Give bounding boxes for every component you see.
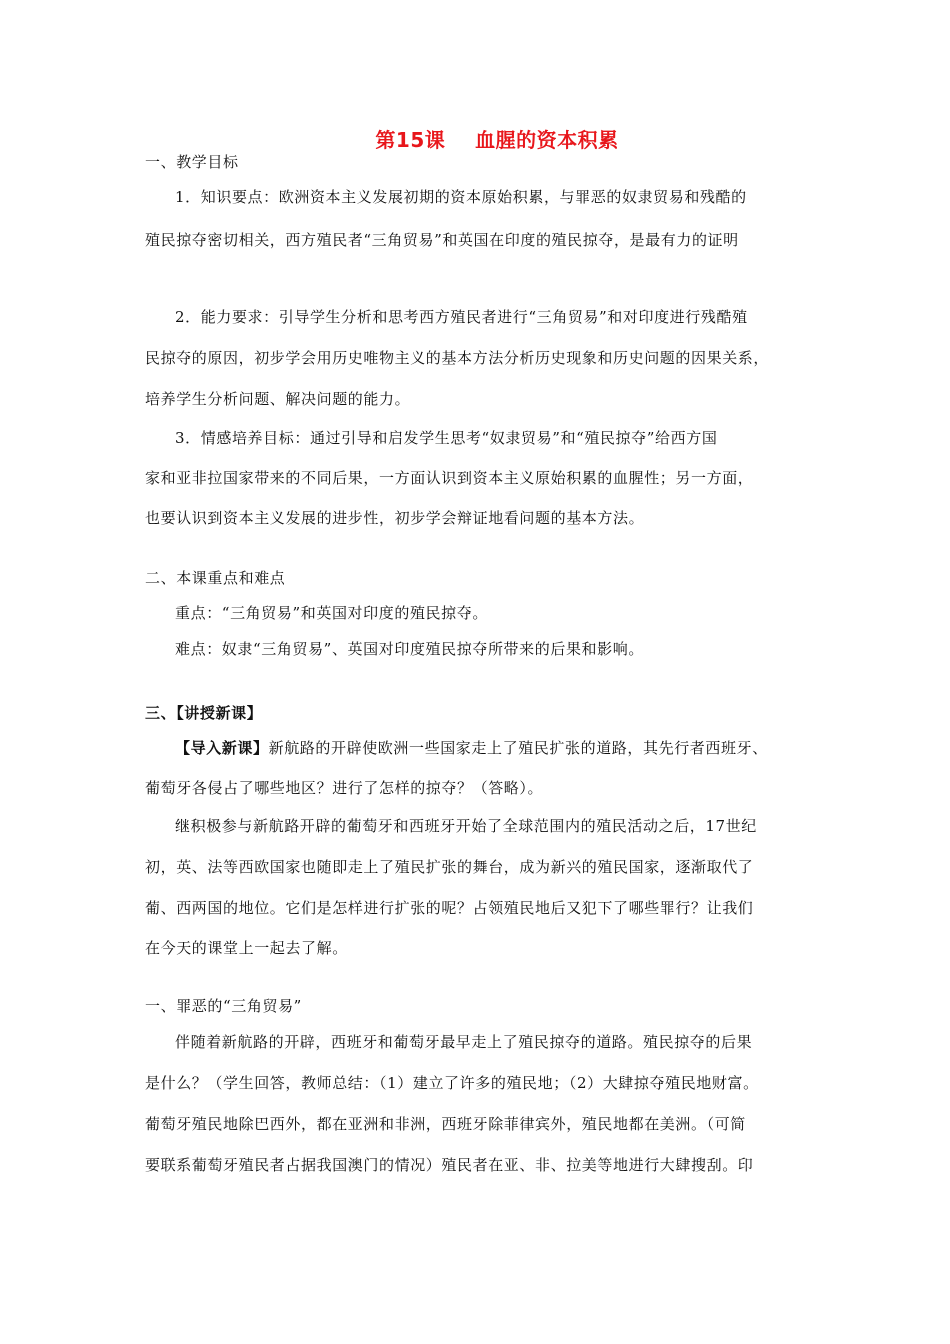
paragraph-line: 初，英、法等西欧国家也随即走上了殖民扩张的舞台，成为新兴的殖民国家，逐渐取代了: [145, 858, 754, 876]
paragraph-line: 殖民掠夺密切相关，西方殖民者“三角贸易”和英国在印度的殖民掠夺，是最有力的证明: [145, 231, 739, 249]
paragraph-line: 继积极参与新航路开辟的葡萄牙和西班牙开始了全球范围内的殖民活动之后，17世纪: [175, 817, 757, 835]
paragraph-line: 培养学生分析问题、解决问题的能力。: [145, 390, 411, 408]
paragraph-line: 葡、西两国的地位。它们是怎样进行扩张的呢？占领殖民地后又犯下了哪些罪行？让我们: [145, 899, 754, 917]
section-heading-new-lesson: 三、【讲授新课】: [145, 704, 263, 722]
intro-text: 新航路的开辟使欧洲一些国家走上了殖民扩张的道路，其先行者西班牙、: [268, 739, 768, 757]
paragraph-line: 葡萄牙各侵占了哪些地区？进行了怎样的掠夺？（答略）。: [145, 779, 544, 797]
paragraph-line: 3．情感培养目标：通过引导和启发学生思考“奴隶贸易”和“殖民掠夺”给西方国: [175, 429, 718, 447]
paragraph-line: 也要认识到资本主义发展的进步性，初步学会辩证地看问题的基本方法。: [145, 509, 645, 527]
part-heading-triangle-trade: 一、罪恶的“三角贸易”: [145, 997, 302, 1015]
paragraph-line: 葡萄牙殖民地除巴西外，都在亚洲和非洲，西班牙除菲律宾外，殖民地都在美洲。（可简: [145, 1115, 746, 1133]
paragraph-line: 1．知识要点：欧洲资本主义发展初期的资本原始积累，与罪恶的奴隶贸易和残酷的: [175, 188, 747, 206]
paragraph-line: 民掠夺的原因，初步学会用历史唯物主义的基本方法分析历史现象和历史问题的因果关系，: [145, 349, 770, 367]
paragraph-line: 是什么？（学生回答，教师总结：（1）建立了许多的殖民地；（2）大肆掠夺殖民地财富。: [145, 1074, 759, 1092]
paragraph-line: 2．能力要求：引导学生分析和思考西方殖民者进行“三角贸易”和对印度进行残酷殖: [175, 308, 748, 326]
section-heading-objectives: 一、教学目标: [145, 153, 239, 171]
key-point-line: 重点：“三角贸易”和英国对印度的殖民掠夺。: [175, 604, 488, 622]
intro-label: 【导入新课】: [175, 739, 269, 757]
section-heading-key-points: 二、本课重点和难点: [145, 569, 286, 587]
lesson-title: 第15课 血腥的资本积累: [375, 128, 619, 152]
intro-line: [175, 738, 768, 758]
paragraph-line: 伴随着新航路的开辟，西班牙和葡萄牙最早走上了殖民掠夺的道路。殖民掠夺的后果: [175, 1033, 753, 1051]
paragraph-line: 在今天的课堂上一起去了解。: [145, 939, 348, 957]
difficult-point-line: 难点：奴隶“三角贸易”、英国对印度殖民掠夺所带来的后果和影响。: [175, 640, 644, 658]
paragraph-line: 要联系葡萄牙殖民者占据我国澳门的情况）殖民者在亚、非、拉美等地进行大肆搜刮。印: [145, 1156, 754, 1174]
paragraph-line: 家和亚非拉国家带来的不同后果，一方面认识到资本主义原始积累的血腥性；另一方面，: [145, 469, 754, 487]
